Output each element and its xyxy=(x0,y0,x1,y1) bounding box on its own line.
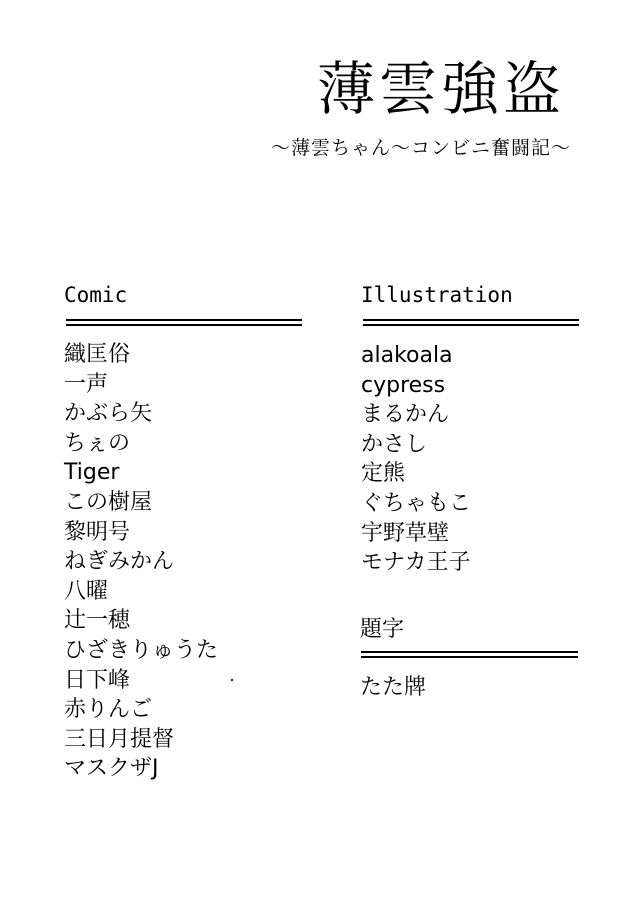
book-subtitle: 〜薄雲ちゃん〜コンビニ奮闘記〜 xyxy=(270,137,571,159)
illustration-contributor: cypress xyxy=(361,372,446,398)
comic-contributor: ちぇの xyxy=(64,430,131,456)
comic-contributor-list xyxy=(64,340,218,784)
comic-contributor: 一声 xyxy=(64,371,109,397)
illustration-contributor-list xyxy=(361,341,471,578)
comic-contributor: 八曜 xyxy=(64,578,109,604)
comic-contributor: Tiger xyxy=(64,460,120,486)
comic-contributor: 黎明号 xyxy=(64,519,131,545)
illustration-contributor: モナカ王子 xyxy=(361,550,471,576)
comic-divider xyxy=(66,319,302,326)
comic-contributor: この樹屋 xyxy=(64,489,153,515)
illustration-contributor: 定熊 xyxy=(361,461,406,487)
illustration-contributor: 宇野草壁 xyxy=(361,520,450,546)
illustration-divider xyxy=(363,319,579,326)
title-lettering-heading: 題字 xyxy=(360,617,405,642)
illustration-contributor: alakoala xyxy=(361,343,453,368)
comic-contributor: 三日月提督 xyxy=(64,726,175,752)
comic-contributor: 日下峰 xyxy=(64,667,131,693)
comic-contributor: 織匡俗 xyxy=(64,342,131,367)
comic-contributor: ひざきりゅうた xyxy=(64,637,219,663)
title-lettering-contributor-list xyxy=(360,673,426,703)
comic-contributor: かぶら矢 xyxy=(64,401,153,427)
illustration-contributor: ぐちゃもこ xyxy=(361,490,472,516)
title-lettering-contributor: たた牌 xyxy=(360,675,427,700)
title-lettering-divider xyxy=(361,651,578,658)
illustration-contributor: かさし xyxy=(361,431,428,457)
comic-contributor: マスクザJ xyxy=(64,756,159,782)
illustration-contributor: まるかん xyxy=(361,402,450,428)
book-title: 薄雲強盗 xyxy=(316,55,565,123)
stray-mark xyxy=(231,679,234,682)
illustration-heading: Illustration xyxy=(361,283,513,307)
comic-contributor: 辻一穂 xyxy=(64,608,131,634)
comic-heading: Comic xyxy=(64,283,128,307)
comic-contributor: ねぎみかん xyxy=(64,549,175,575)
comic-contributor: 赤りんご xyxy=(64,697,153,723)
